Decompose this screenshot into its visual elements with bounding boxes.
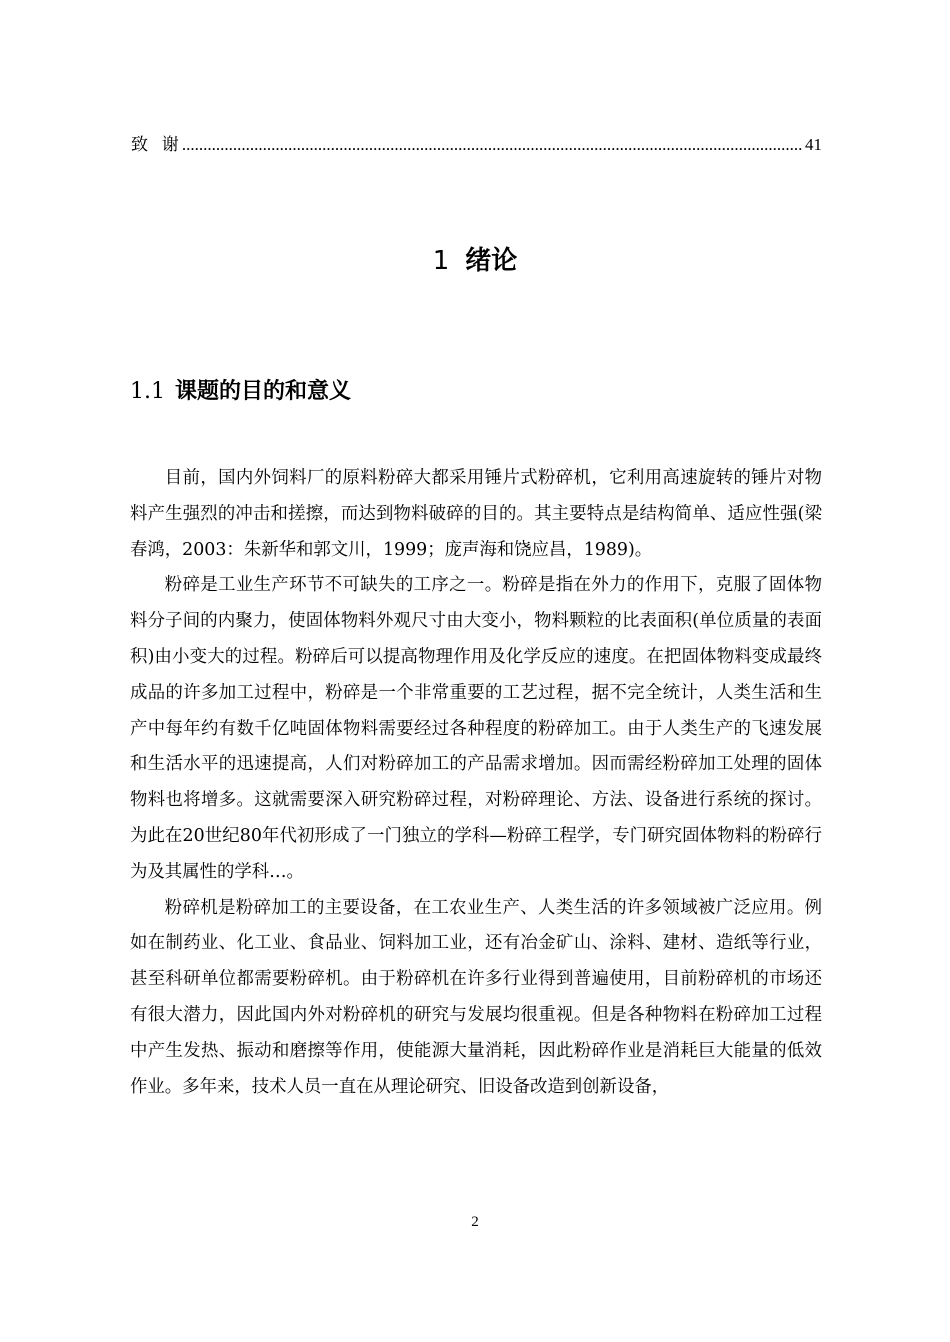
toc-entry-label: 致 谢 bbox=[131, 135, 180, 155]
section-heading bbox=[130, 374, 351, 410]
toc-dot-leader bbox=[182, 134, 803, 156]
page-number: 2 bbox=[471, 1214, 479, 1230]
chapter-title: 绪论 bbox=[465, 246, 518, 276]
toc-entry-page: 41 bbox=[805, 135, 822, 154]
chapter-number: 1 bbox=[432, 246, 450, 276]
body-text bbox=[130, 461, 822, 1105]
paragraph: 目前，国内外饲料厂的原料粉碎大都采用锤片式粉碎机，它利用高速旋转的锤片对物料产生强烈的冲击和搓擦，而达到物料破碎的目的。其主要特点是结构简单、适应性强(梁春鸿，2003：朱新华和郭文川，1999；庞声海和饶应昌，1989)。 bbox=[130, 468, 822, 560]
paragraph: 粉碎是工业生产环节不可缺失的工序之一。粉碎是指在外力的作用下，克服了固体物料分子间的内聚力，使固体物料外观尺寸由大变小，物料颗粒的比表面积(单位质量的表面积)由小变大的过程。粉碎后可以提高物理作用及化学反应的速度。在把固体物料变成最终成品的许多加工过程中，粉碎是一个非常重要的工艺过程，据不完全统计，人类生活和生产中每年约有数千亿吨固体物料需要经过各种程度的粉碎加工。由于人类生产的飞速发展和生活水平的迅速提高，人们对粉碎加工的产品需求增加。因而需经粉碎加工处理的固体物料也将增多。这就需要深入研究粉碎过程，对粉碎理论、方法、设备进行系统的探讨。为此在20世纪80年代初形成了一门独立的学科—粉碎工程学，专门研究固体物料的粉碎行为及其属性的学科…。 bbox=[130, 575, 822, 882]
toc-entry-acknowledgements[interactable] bbox=[131, 134, 822, 156]
section-title: 课题的目的和意义 bbox=[175, 379, 352, 404]
section-number: 1.1 bbox=[130, 379, 165, 404]
chapter-heading bbox=[0, 241, 950, 281]
paragraph: 粉碎机是粉碎加工的主要设备，在工农业生产、人类生活的许多领域被广泛应用。例如在制药业、化工业、食品业、饲料加工业，还有冶金矿山、涂料、建材、造纸等行业，甚至科研单位都需要粉碎机。由于粉碎机在许多行业得到普遍使用，目前粉碎机的市场还有很大潜力，因此国内外对粉碎机的研究与发展均很重视。但是各种物料在粉碎加工过程中产生发热、振动和磨擦等作用，使能源大量消耗，因此粉碎作业是消耗巨大能量的低效作业。多年来，技术人员一直在从理论研究、旧设备改造到创新设备， bbox=[130, 897, 822, 1097]
